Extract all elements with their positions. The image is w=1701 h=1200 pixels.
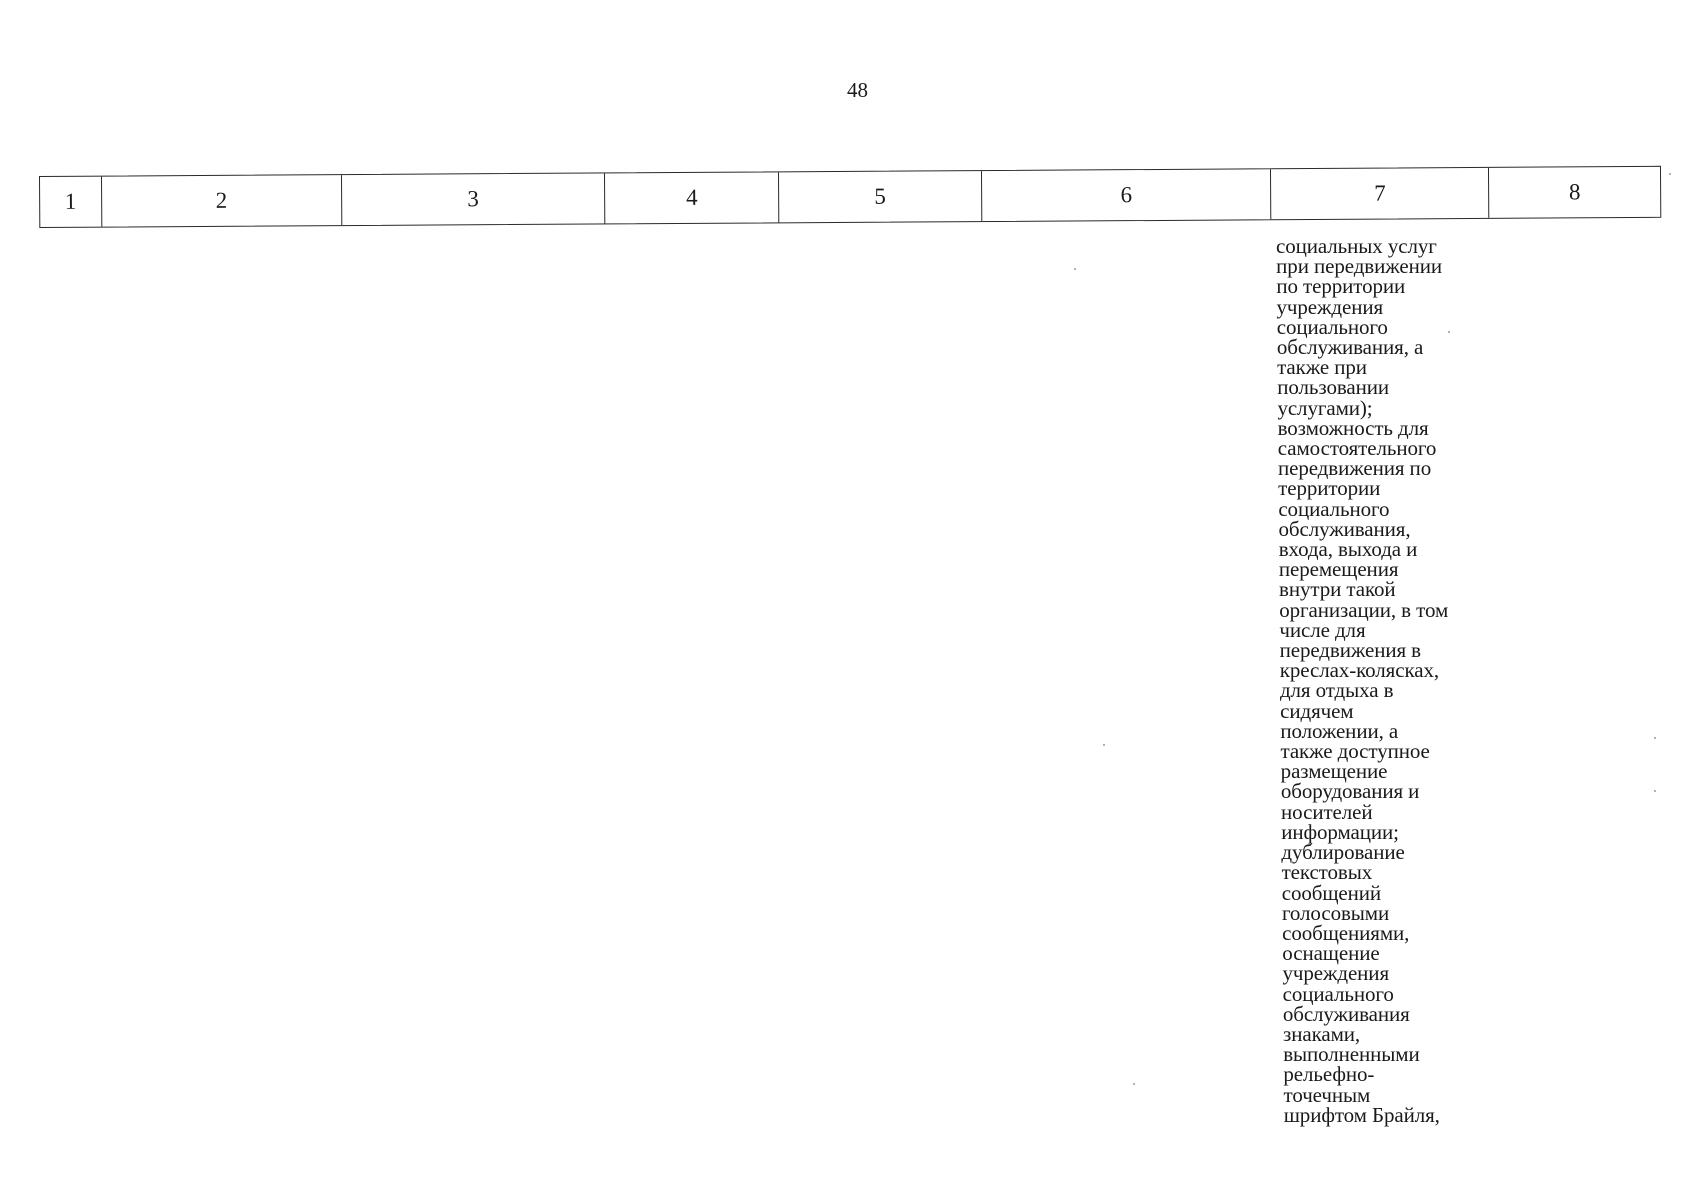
column-7-text	[1276, 236, 1506, 1125]
column-7-line: возможность для	[1277, 415, 1429, 440]
column-7-line: самостоятельного	[1277, 436, 1437, 461]
column-7-line: рельефно-	[1283, 1062, 1375, 1087]
column-7-line: по территории	[1276, 274, 1406, 299]
column-7-line: обслуживания,	[1278, 516, 1411, 541]
column-7-line: дублирование	[1281, 840, 1405, 865]
column-7-line: также доступное	[1280, 739, 1430, 764]
column-7-line: услугами);	[1277, 395, 1373, 420]
scan-speck	[1448, 331, 1450, 333]
column-7-line: социального	[1276, 314, 1388, 339]
column-7-line: организации, в том	[1279, 597, 1449, 622]
column-7-line: положении, а	[1280, 718, 1399, 743]
header-cell-2: 2	[102, 175, 342, 227]
scan-speck	[1133, 1083, 1135, 1085]
column-7-line: социального	[1278, 496, 1390, 521]
column-7-line: учреждения	[1276, 294, 1384, 319]
column-7-line: выполненными	[1283, 1042, 1420, 1067]
scan-speck	[1654, 790, 1656, 792]
column-7-line: социальных услуг	[1276, 234, 1437, 258]
header-cell-7: 7	[1271, 168, 1489, 219]
column-7-line: оборудования и	[1280, 779, 1420, 804]
header-cell-8: 8	[1568, 179, 1581, 205]
column-7-line: знаками,	[1283, 1021, 1361, 1046]
column-7-line: носителей	[1281, 799, 1373, 824]
column-7-line: учреждения	[1282, 961, 1390, 986]
column-7-line: при передвижении	[1276, 254, 1443, 279]
column-7-line: передвижения по	[1277, 456, 1432, 481]
column-7-line: для отдыха в	[1279, 678, 1394, 703]
page-number: 48	[847, 78, 868, 102]
column-7-line: сообщениями,	[1282, 920, 1410, 945]
scan-speck	[1654, 737, 1656, 739]
column-7-line: размещение	[1280, 759, 1388, 784]
scan-speck	[1103, 744, 1105, 746]
column-7-line: также при	[1277, 355, 1367, 380]
column-7-line: входа, выхода и	[1278, 537, 1418, 562]
column-7-line: передвижения в	[1279, 638, 1421, 663]
column-7-line: обслуживания	[1282, 1001, 1410, 1026]
column-7-line: обслуживания, а	[1276, 335, 1424, 360]
column-7-line: сидячем	[1280, 698, 1354, 723]
header-cell-1: 1	[40, 177, 102, 227]
column-7-line: шрифтом Брайля,	[1283, 1102, 1440, 1127]
column-7-line: голосовыми	[1281, 900, 1390, 925]
header-cell-3: 3	[342, 173, 606, 225]
column-7-line: информации;	[1281, 819, 1399, 844]
column-7-line: оснащение	[1282, 941, 1380, 966]
column-7-line: текстовых	[1281, 860, 1373, 885]
column-7-line: перемещения	[1278, 557, 1399, 582]
column-7-line: точечным	[1283, 1082, 1371, 1107]
header-cell-5: 5	[779, 171, 982, 222]
scan-speck	[1074, 268, 1076, 270]
header-cell-6: 6	[982, 169, 1272, 221]
column-7-line: внутри такой	[1279, 577, 1396, 602]
column-7-line: пользовании	[1277, 375, 1390, 400]
column-7-line: территории	[1278, 476, 1381, 501]
column-7-line: числе для	[1279, 617, 1366, 642]
column-7-line: креслах-колясках,	[1279, 658, 1440, 683]
column-7-line: сообщений	[1281, 880, 1382, 905]
scan-speck	[1669, 173, 1671, 175]
column-7-line: социального	[1282, 981, 1394, 1006]
header-cell-4: 4	[605, 172, 779, 223]
table-header-row	[39, 166, 1661, 228]
